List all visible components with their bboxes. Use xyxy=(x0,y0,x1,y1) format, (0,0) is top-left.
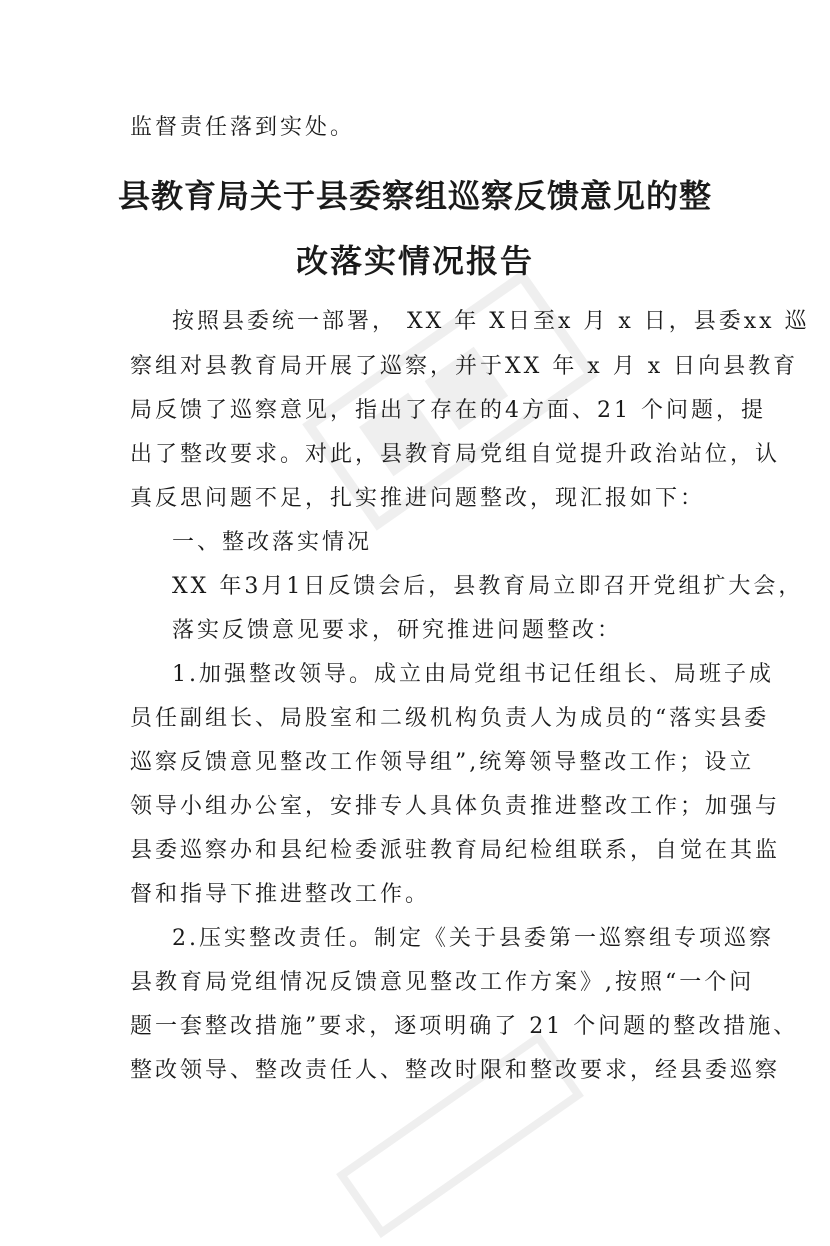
text-line: XX 年3月1日反馈会后，县教育局立即召开党组扩大会， xyxy=(172,574,804,599)
page-title-continued: 改落实情况报告 xyxy=(295,242,534,280)
text-line: 领导小组办公室，安排专人具体负责推进整改工作；加强与 xyxy=(130,794,781,819)
text-line: 按照县委统一部署， XX 年 X日至x 月 x 日，县委xx 巡 xyxy=(172,309,810,334)
text-line: 县教育局党组情况反馈意见整改工作方案》,按照“一个问 xyxy=(130,970,755,995)
text-line: 真反思问题不足，扎实推进问题整改，现汇报如下： xyxy=(130,486,706,511)
text-line: 员任副组长、局股室和二级机构负责人为成员的“落实县委 xyxy=(130,706,770,731)
text-line: 监督责任落到实处。 xyxy=(130,115,356,140)
section-heading: 一、整改落实情况 xyxy=(172,530,373,555)
text-line: 题一套整改措施”要求，逐项明确了 21 个问题的整改措施、 xyxy=(130,1014,799,1039)
text-line: 2.压实整改责任。制定《关于县委第一巡察组专项巡察 xyxy=(172,926,774,951)
text-line: 1.加强整改领导。成立由局党组书记任组长、局班子成 xyxy=(172,662,774,687)
text-line: 察组对县教育局开展了巡察，并于XX 年 x 月 x 日向县教育 xyxy=(130,354,799,379)
page-title: 县教育局关于县委察组巡察反馈意见的整 xyxy=(117,177,712,215)
watermark-icon xyxy=(328,1024,593,1246)
text-line: 局反馈了巡察意见，指出了存在的4方面、21 个问题，提 xyxy=(130,398,766,423)
text-line: 落实反馈意见要求，研究推进问题整改： xyxy=(172,618,623,643)
text-line: 整改领导、整改责任人、整改时限和整改要求，经县委巡察 xyxy=(130,1058,781,1083)
text-line: 督和指导下推进整改工作。 xyxy=(130,882,431,907)
text-line: 县委巡察办和县纪检委派驻教育局纪检组联系，自觉在其监 xyxy=(130,838,781,863)
text-line: 出了整改要求。对此，县教育局党组自觉提升政治站位，认 xyxy=(130,442,781,467)
text-line: 巡察反馈意见整改工作领导组”,统筹领导整改工作；设立 xyxy=(130,750,755,775)
